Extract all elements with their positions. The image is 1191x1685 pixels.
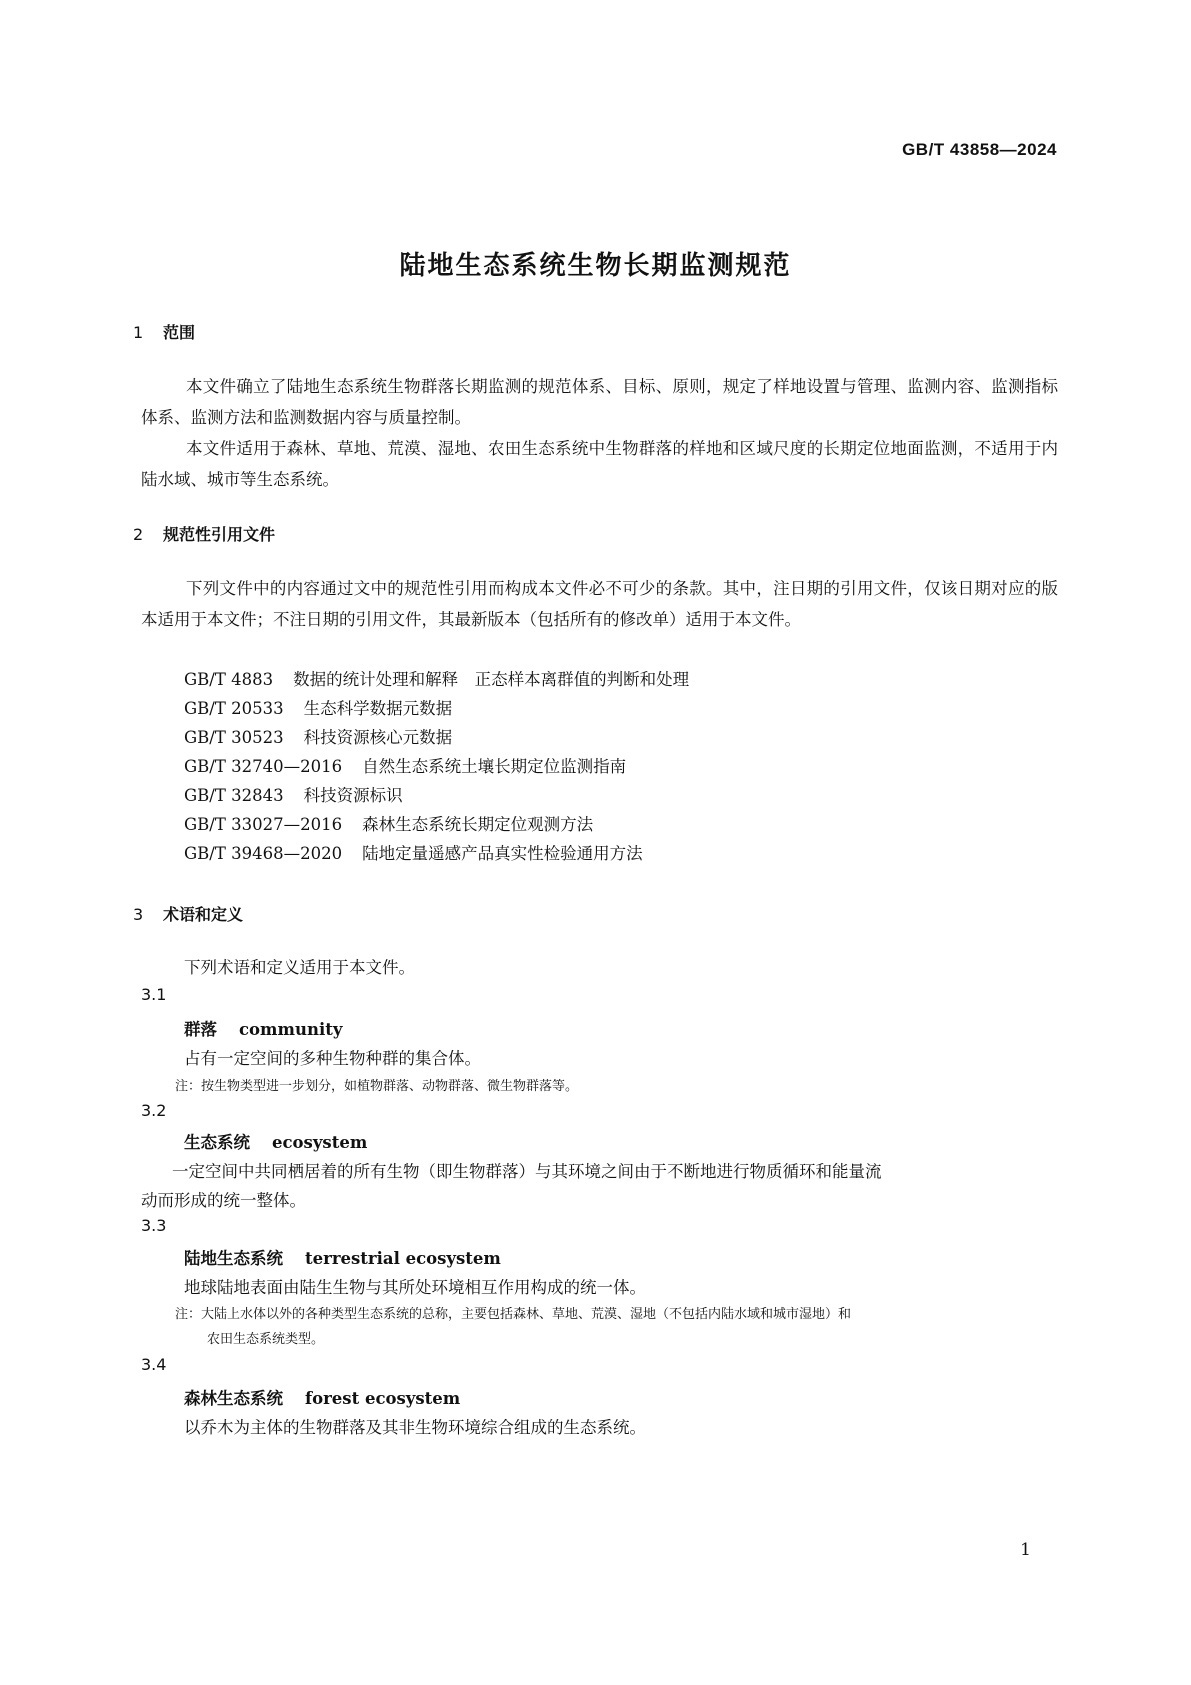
section-title: 范围: [163, 323, 196, 342]
term-heading: [184, 1245, 501, 1269]
reference-title: 陆地定量遥感产品真实性检验通用方法: [362, 844, 643, 863]
term-note: 注：按生物类型进一步划分，如植物群落、动物群落、微生物群落等。: [175, 1079, 579, 1094]
reference-title: 生态科学数据元数据: [303, 699, 453, 718]
section-number: 2: [133, 525, 144, 544]
section-number: 3: [133, 905, 144, 924]
reference-title: 数据的统计处理和解释 正态样本离群值的判断和处理: [293, 670, 690, 689]
term-note-line: 农田生态系统类型。: [207, 1332, 325, 1347]
term-zh: 生态系统: [184, 1133, 250, 1152]
term-definition: 占有一定空间的多种生物种群的集合体。: [184, 1049, 481, 1068]
page-number: 1: [1020, 1540, 1031, 1560]
standard-code: GB/T 43858—2024: [902, 140, 1057, 159]
section-2-heading: [133, 522, 275, 545]
reference-code: GB/T 32740—2016: [184, 757, 343, 776]
term-number: 3.3: [141, 1216, 167, 1235]
section-title: 术语和定义: [163, 905, 244, 924]
term-definition: 地球陆地表面由陆生生物与其所处环境相互作用构成的统一体。: [184, 1278, 646, 1297]
reference-item: [184, 724, 452, 748]
reference-code: GB/T 32843: [184, 786, 284, 805]
term-heading: [184, 1129, 367, 1153]
term-number: 3.1: [141, 985, 167, 1004]
term-en: forest ecosystem: [305, 1389, 461, 1408]
reference-code: GB/T 30523: [184, 728, 284, 747]
document-title: 陆地生态系统生物长期监测规范: [399, 251, 792, 281]
reference-item: [184, 782, 403, 806]
section-1-paragraph-2: 本文件适用于森林、草地、荒漠、湿地、农田生态系统中生物群落的样地和区域尺度的长期定位地面监测，不适用于内陆水域、城市等生态系统。: [141, 439, 1058, 489]
term-definition-line: 动而形成的统一整体。: [141, 1191, 306, 1210]
term-definition-line: 一定空间中共同栖居着的所有生物（即生物群落）与其环境之间由于不断地进行物质循环和能量流: [172, 1162, 882, 1181]
section-1-paragraph-1: 本文件确立了陆地生态系统生物群落长期监测的规范体系、目标、原则，规定了样地设置与管理、监测内容、监测指标体系、监测方法和监测数据内容与质量控制。: [141, 377, 1058, 427]
term-en: ecosystem: [272, 1133, 368, 1152]
reference-code: GB/T 20533: [184, 699, 284, 718]
term-zh: 森林生态系统: [184, 1389, 283, 1408]
reference-item: [184, 811, 593, 835]
term-number: 3.4: [141, 1355, 167, 1374]
section-3-heading: [133, 902, 243, 925]
section-3-intro: 下列术语和定义适用于本文件。: [184, 958, 415, 977]
term-zh: 群落: [184, 1020, 217, 1039]
reference-item: [184, 753, 626, 777]
term-number: 3.2: [141, 1101, 167, 1120]
term-note-line: 注：大陆上水体以外的各种类型生态系统的总称，主要包括森林、草地、荒漠、湿地（不包括内陆水域和城市湿地）和: [175, 1307, 852, 1322]
term-en: terrestrial ecosystem: [305, 1249, 501, 1268]
reference-code: GB/T 39468—2020: [184, 844, 343, 863]
reference-code: GB/T 4883: [184, 670, 274, 689]
reference-code: GB/T 33027—2016: [184, 815, 343, 834]
reference-item: [184, 666, 689, 690]
section-1-heading: [133, 320, 195, 343]
reference-item: [184, 840, 643, 864]
term-heading: [184, 1385, 460, 1409]
term-definition: 以乔木为主体的生物群落及其非生物环境综合组成的生态系统。: [184, 1418, 646, 1437]
section-title: 规范性引用文件: [163, 525, 276, 544]
reference-title: 森林生态系统长期定位观测方法: [362, 815, 594, 834]
reference-title: 自然生态系统土壤长期定位监测指南: [362, 757, 627, 776]
term-zh: 陆地生态系统: [184, 1249, 283, 1268]
term-heading: [184, 1016, 342, 1040]
term-en: community: [239, 1020, 343, 1039]
section-2-intro: 下列文件中的内容通过文中的规范性引用而构成本文件必不可少的条款。其中，注日期的引用文件，仅该日期对应的版本适用于本文件；不注日期的引用文件，其最新版本（包括所有的修改单）适用于本文件。: [141, 579, 1058, 629]
reference-title: 科技资源核心元数据: [303, 728, 453, 747]
reference-title: 科技资源标识: [303, 786, 403, 805]
reference-item: [184, 695, 452, 719]
section-number: 1: [133, 323, 144, 342]
